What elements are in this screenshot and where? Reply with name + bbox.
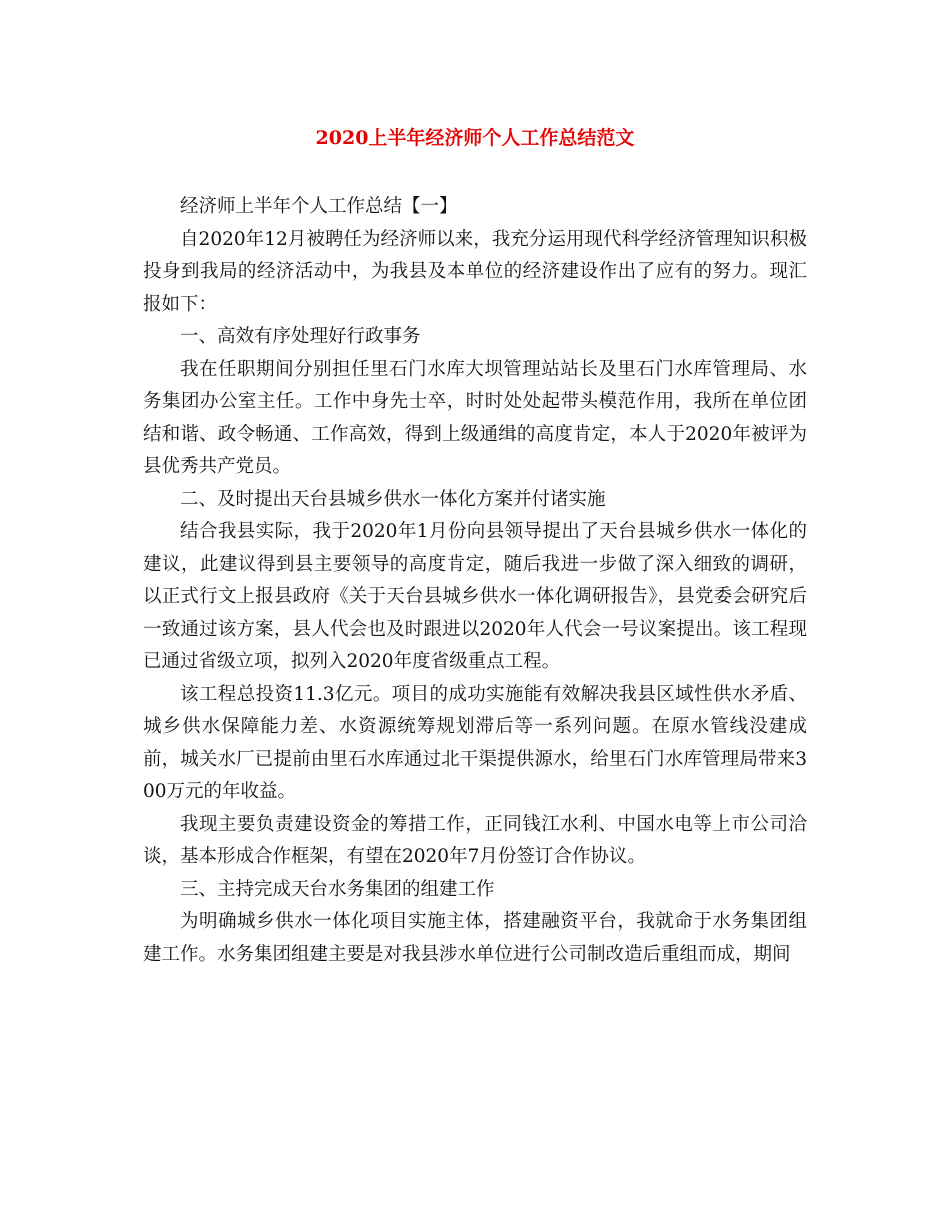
section-heading: 一、高效有序处理好行政事务 <box>180 326 421 347</box>
paragraph: 结合我县实际，我于2020年1月份向县领导提出了天台县城乡供水一体化的建议，此建议得到县主要领导的高度肯定，随后我进一步做了深入细致的调研，以正式行文上报县政府《关于天台县城乡供水一体化调研报告》，县党委会研究后一致通过该方案，县人代会也及时跟进以2020年人代会一号议案提出。该工程现已通过省级立项，拟列入2020年度省级重点工程。 <box>143 521 807 672</box>
paragraph: 自2020年12月被聘任为经济师以来，我充分运用现代科学经济管理知识积极投身到我局的经济活动中，为我县及本单位的经济建设作出了应有的努力。现汇报如下： <box>143 228 807 315</box>
document-body <box>143 191 807 971</box>
paragraph: 我现主要负责建设资金的筹措工作，正同钱江水利、中国水电等上市公司洽谈，基本形成合作框架，有望在2020年7月份签订合作协议。 <box>143 813 807 867</box>
paragraph: 为明确城乡供水一体化项目实施主体，搭建融资平台，我就命于水务集团组建工作。水务集团组建主要是对我县涉水单位进行公司制改造后重组而成，期间 <box>143 911 807 965</box>
section-heading: 经济师上半年个人工作总结【一】 <box>180 196 458 217</box>
section-heading: 二、及时提出天台县城乡供水一体化方案并付诸实施 <box>180 488 606 510</box>
section-heading: 三、主持完成天台水务集团的组建工作 <box>180 878 495 900</box>
paragraph: 该工程总投资11.3亿元。项目的成功实施能有效解决我县区域性供水矛盾、城乡供水保障能力差、水资源统筹规划滞后等一系列问题。在原水管线没建成前，城关水厂已提前由里石水库通过北干渠提供源水，给里石门水库管理局带来300万元的年收益。 <box>143 683 807 802</box>
document-title: 2020上半年经济师个人工作总结范文 <box>315 127 635 149</box>
paragraph: 我在任职期间分别担任里石门水库大坝管理站站长及里石门水库管理局、水务集团办公室主任。工作中身先士卒，时时处处起带头模范作用，我所在单位团结和谐、政令畅通、工作高效，得到上级通缉的高度肯定，本人于2020年被评为县优秀共产党员。 <box>143 358 807 477</box>
